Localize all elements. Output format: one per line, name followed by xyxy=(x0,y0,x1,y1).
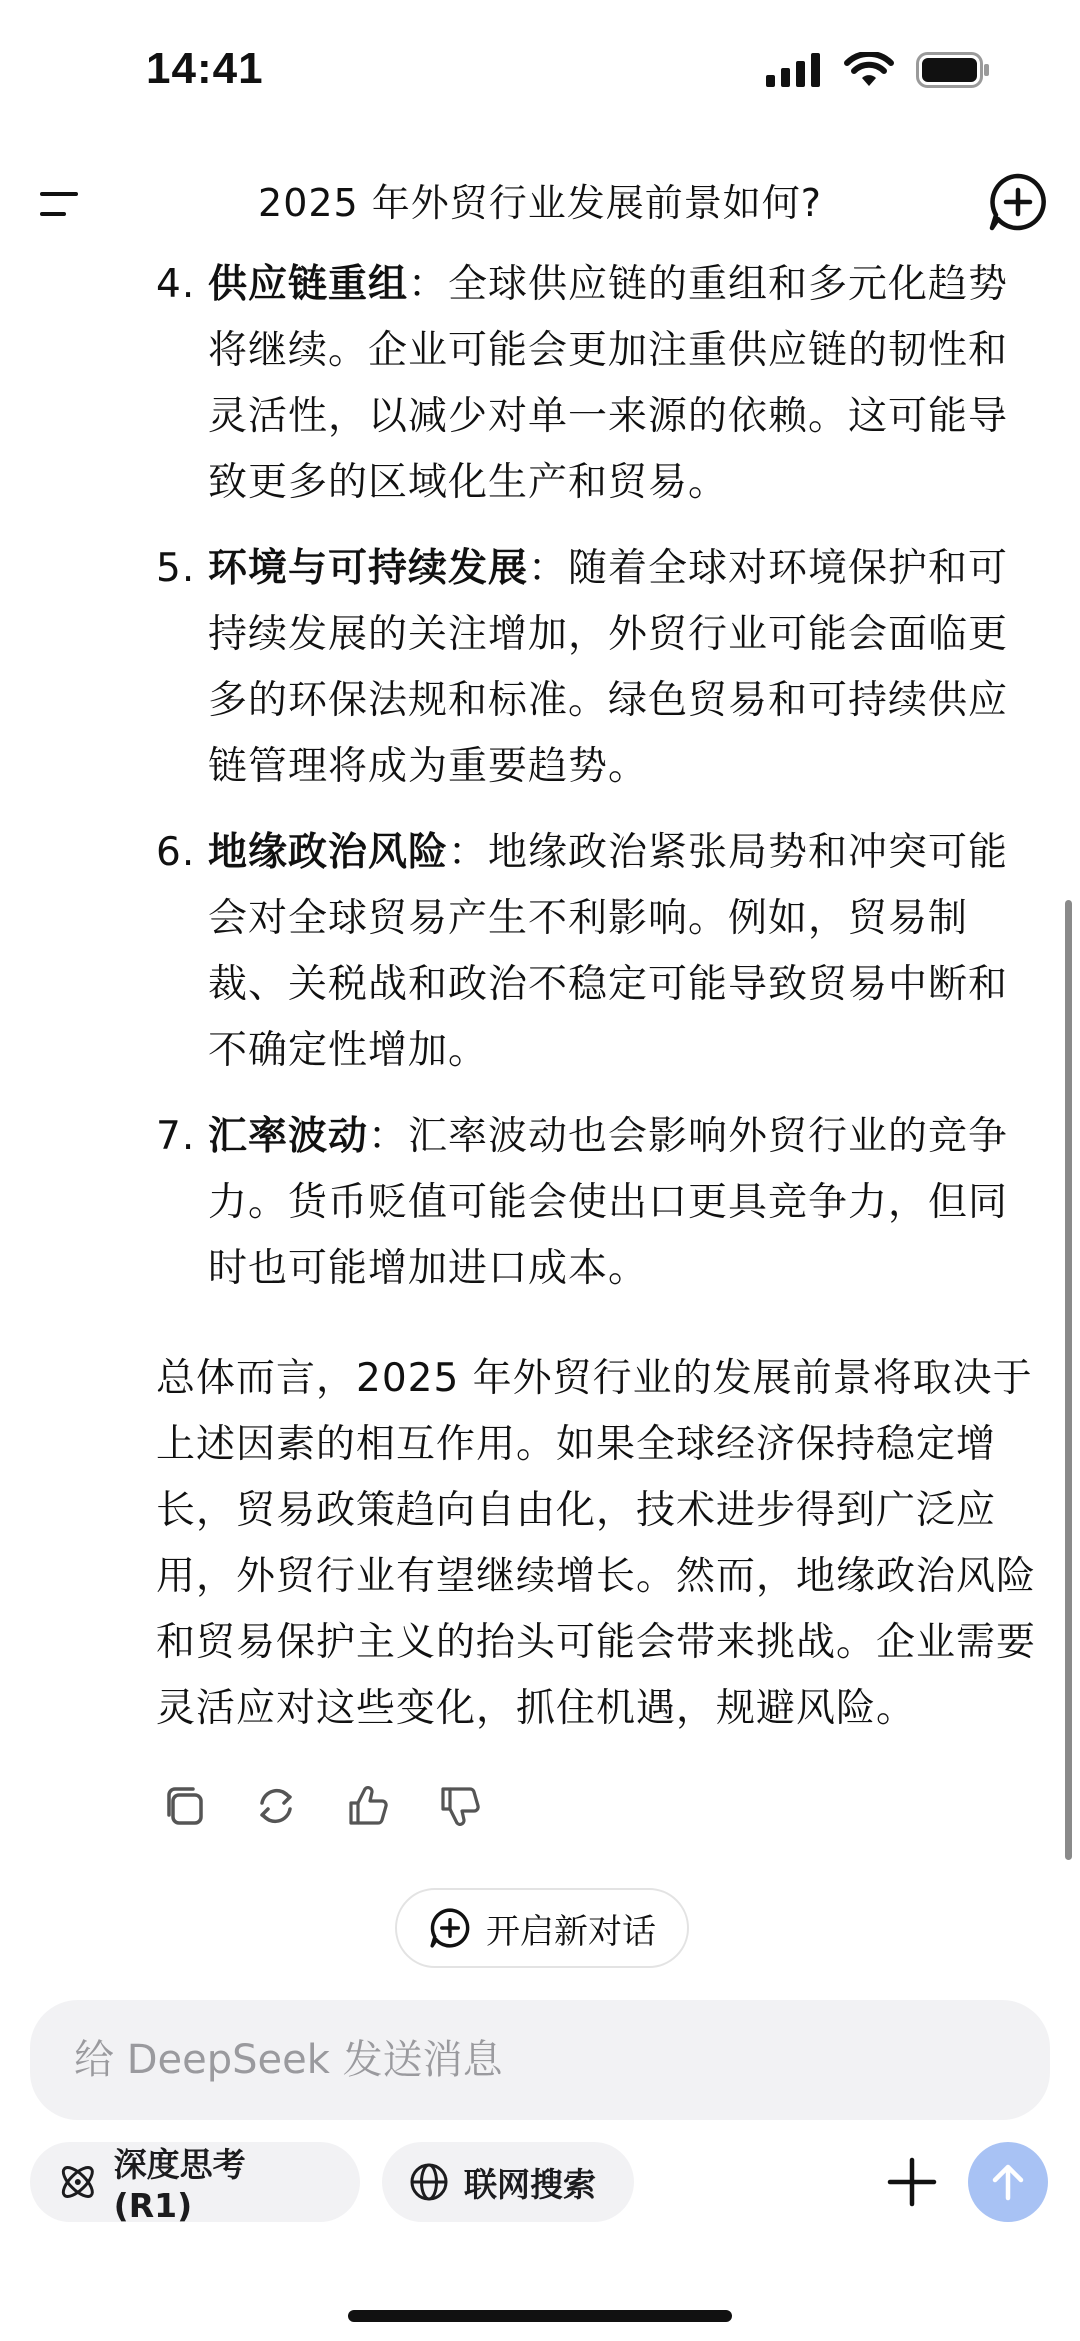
atom-icon xyxy=(56,2160,100,2204)
thumbs-up-icon xyxy=(345,1783,391,1829)
list-number: 5. xyxy=(156,546,196,591)
plus-icon[interactable] xyxy=(880,2150,944,2214)
list-term: 供应链重组 xyxy=(208,262,409,307)
arrow-up-icon xyxy=(986,2160,1030,2204)
web-search-toggle[interactable] xyxy=(382,2142,634,2222)
list-item xyxy=(156,252,1036,516)
list-item xyxy=(156,536,1036,800)
message-input[interactable] xyxy=(72,2036,976,2084)
globe-icon xyxy=(408,2161,450,2203)
list-number: 7. xyxy=(156,1114,196,1159)
home-indicator xyxy=(348,2310,732,2322)
list-text: ：地缘政治紧张局势和冲突可能会对全球贸易产生不利影响。例如，贸易制裁、关税战和政治不稳定可能导致贸易中断和不确定性增加。 xyxy=(208,830,1009,1073)
list-term: 汇率波动 xyxy=(208,1114,369,1159)
copy-button[interactable] xyxy=(158,1780,210,1832)
composer[interactable] xyxy=(30,2000,1050,2120)
like-button[interactable] xyxy=(342,1780,394,1832)
page-title: 2025 年外贸行业发展前景如何? xyxy=(258,181,822,225)
new-conversation-button[interactable] xyxy=(395,1888,689,1968)
summary-paragraph: 总体而言，2025 年外贸行业的发展前景将取决于上述因素的相互作用。如果全球经济保持稳定增长，贸易政策趋向自由化，技术进步得到广泛应用，外贸行业有望继续增长。然而，地缘政治风险和贸易保护主义的抬头可能会带来挑战。企业需要灵活应对这些变化，抓住机遇，规避风险。 xyxy=(156,1356,1037,1731)
dislike-button[interactable] xyxy=(434,1780,486,1832)
new-chat-icon xyxy=(428,1906,472,1950)
wifi-icon xyxy=(844,52,894,88)
deep-think-label: 深度思考 (R1) xyxy=(113,2145,246,2225)
refresh-icon xyxy=(253,1783,299,1829)
web-search-label: 联网搜索 xyxy=(464,2164,596,2204)
list-item xyxy=(156,1104,1036,1302)
status-time: 14:41 xyxy=(146,44,264,93)
scrollbar[interactable] xyxy=(1065,900,1072,1860)
new-conversation-label: 开启新对话 xyxy=(486,1911,656,1952)
copy-icon xyxy=(161,1783,207,1829)
deep-think-toggle[interactable] xyxy=(30,2142,360,2225)
list-item xyxy=(156,820,1036,1084)
assistant-message xyxy=(156,252,1036,1781)
answer-list xyxy=(156,252,1036,1302)
new-chat-icon[interactable] xyxy=(986,170,1050,234)
message-actions xyxy=(158,1780,486,1832)
battery-icon xyxy=(916,52,990,88)
list-text: ：随着全球对环境保护和可持续发展的关注增加，外贸行业可能会面临更多的环保法规和标准。绿色贸易和可持续供应链管理将成为重要趋势。 xyxy=(208,546,1009,789)
thumbs-down-icon xyxy=(437,1783,483,1829)
list-term: 环境与可持续发展 xyxy=(208,546,529,591)
cellular-signal-icon xyxy=(766,53,822,87)
list-number: 4. xyxy=(156,262,196,307)
status-icons xyxy=(766,52,990,88)
list-text: ：汇率波动也会影响外贸行业的竞争力。货币贬值可能会使出口更具竞争力，但同时也可能增加进口成本。 xyxy=(208,1114,1009,1291)
send-button[interactable] xyxy=(968,2142,1048,2222)
list-term: 地缘政治风险 xyxy=(208,830,449,875)
list-text: ：全球供应链的重组和多元化趋势将继续。企业可能会更加注重供应链的韧性和灵活性，以减少对单一来源的依赖。这可能导致更多的区域化生产和贸易。 xyxy=(208,262,1009,505)
list-number: 6. xyxy=(156,830,196,875)
regenerate-button[interactable] xyxy=(250,1780,302,1832)
